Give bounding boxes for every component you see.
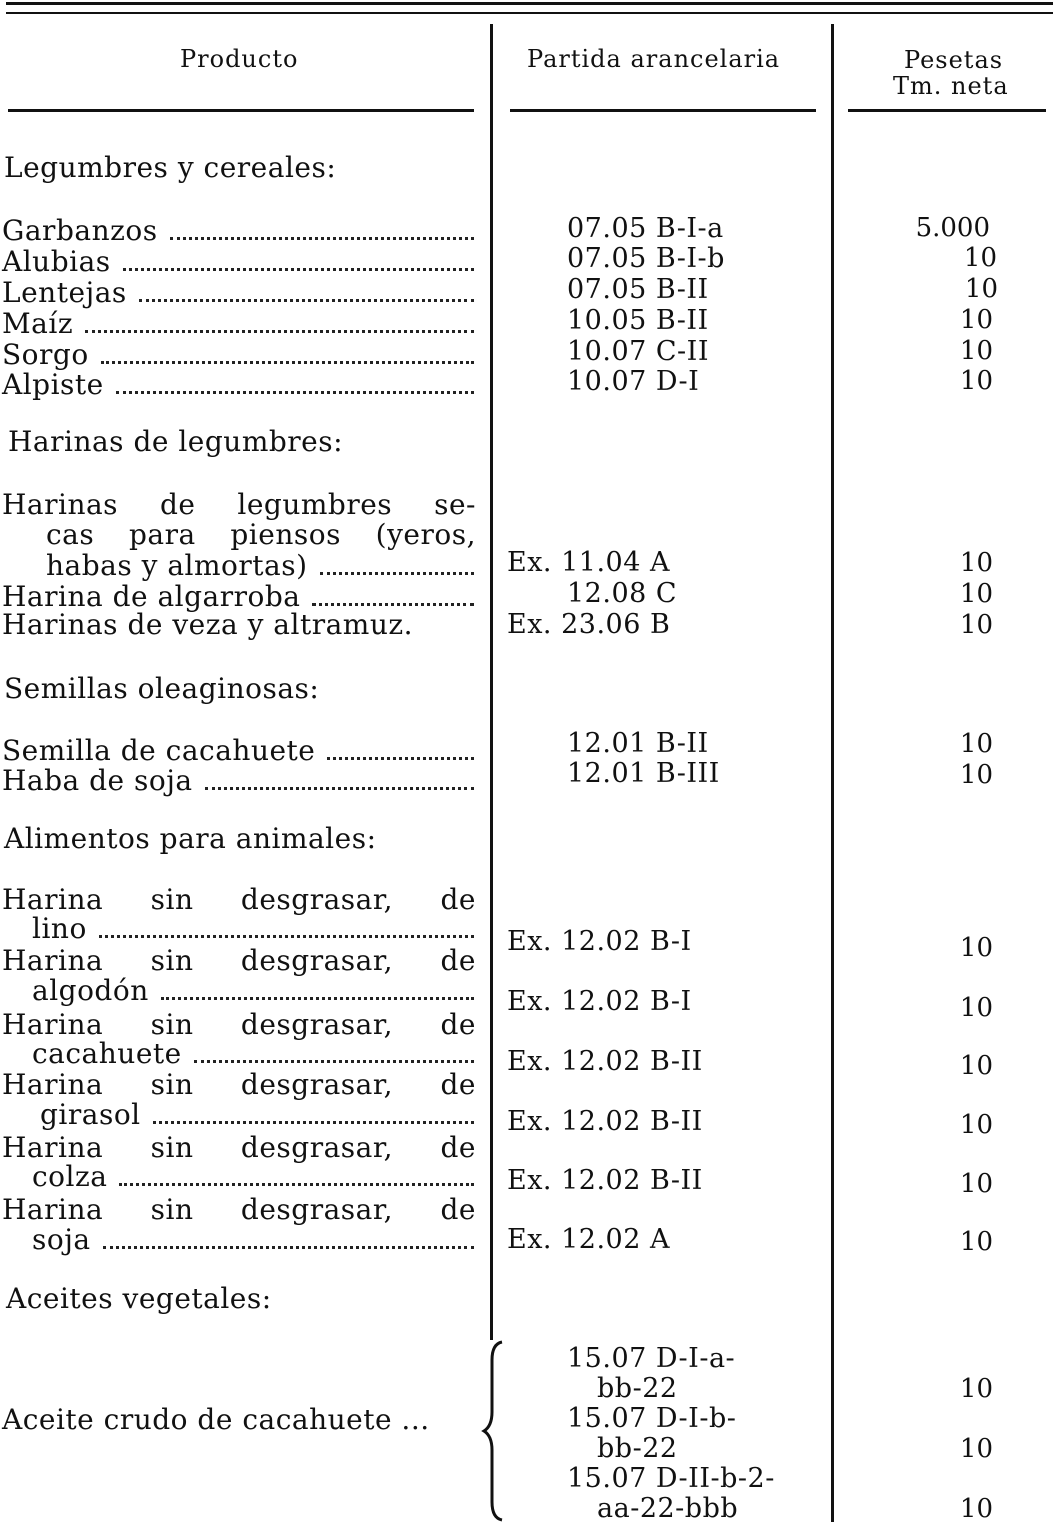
- partida-value: bb-22: [597, 1433, 678, 1464]
- partida-value: Ex. 12.02 B-II: [507, 1165, 703, 1196]
- header-partida: Partida arancelaria: [527, 45, 781, 73]
- dot-leader: [153, 1121, 474, 1124]
- product-name: lino: [32, 912, 87, 945]
- pesetas-value: 10: [959, 610, 993, 640]
- pesetas-value: 10: [963, 243, 997, 273]
- partida-value: 07.05 B-I-b: [567, 243, 725, 274]
- table-row: [32, 974, 476, 1006]
- table-row: [32, 1037, 476, 1069]
- product-name: algodón: [32, 974, 149, 1007]
- pesetas-value: 10: [959, 1110, 993, 1140]
- dot-leader: [170, 237, 474, 240]
- dot-leader: [139, 299, 474, 302]
- product-name: Alpiste: [2, 368, 104, 401]
- dot-leader: [103, 1246, 474, 1249]
- partida-value: 07.05 B-II: [567, 274, 709, 305]
- product-name: Haba de soja: [2, 764, 193, 797]
- product-name: cacahuete: [32, 1037, 182, 1070]
- pesetas-value: 10: [959, 366, 993, 396]
- product-line: Harina sin desgrasar, de: [2, 1193, 476, 1226]
- partida-value: 12.08 C: [567, 578, 678, 609]
- dot-leader: [116, 391, 474, 394]
- partida-value: aa-22-bbb: [597, 1493, 739, 1524]
- header-producto: Producto: [180, 45, 299, 73]
- table-row: [32, 1160, 476, 1192]
- product-name: Alubias: [2, 245, 111, 278]
- table-row: [2, 764, 476, 796]
- dot-leader: [194, 1060, 474, 1063]
- partida-value: 12.01 B-III: [567, 758, 720, 789]
- dot-leader: [119, 1183, 474, 1186]
- dot-leader: [123, 268, 474, 271]
- product-line: Harina sin desgrasar, de: [2, 883, 476, 916]
- pesetas-value: 10: [959, 1169, 993, 1199]
- product-name: colza: [32, 1160, 108, 1193]
- table-row: [32, 1223, 476, 1255]
- dot-leader: [101, 361, 474, 364]
- dot-leader: [161, 997, 474, 1000]
- top-rule-thick: [6, 2, 1053, 5]
- partida-value: 10.07 C-II: [567, 336, 709, 367]
- pesetas-value: 10: [964, 274, 998, 304]
- table-row: [32, 912, 476, 944]
- header-underline-partida: [510, 109, 816, 112]
- partida-value: 15.07 D-I-a-: [567, 1343, 736, 1374]
- product-name: Harina de algarroba: [2, 580, 301, 613]
- product-name: Garbanzos: [2, 214, 158, 247]
- partida-value: 10.07 D-I: [567, 366, 700, 397]
- product-name: Harinas de veza y altramuz.: [2, 608, 414, 641]
- partida-value: 15.07 D-I-b-: [567, 1403, 737, 1434]
- product-name: girasol: [40, 1098, 141, 1131]
- partida-value: 07.05 B-I-a: [567, 213, 724, 244]
- table-row: [46, 549, 476, 581]
- partida-value: bb-22: [597, 1373, 678, 1404]
- pesetas-value: 10: [959, 1051, 993, 1081]
- product-name: Maíz: [2, 307, 74, 340]
- pesetas-value: 10: [959, 1374, 993, 1404]
- partida-value: Ex. 12.02 B-I: [507, 926, 692, 957]
- header-pesetas-2: Tm. neta: [893, 72, 1009, 100]
- partida-value: Ex. 11.04 A: [507, 547, 670, 578]
- dot-leader: [312, 603, 474, 606]
- product-line: cas para piensos (yeros,: [46, 518, 476, 551]
- section-title: Aceites vegetales:: [6, 1282, 272, 1315]
- table-row: [2, 338, 476, 370]
- section-title: Harinas de legumbres:: [8, 425, 344, 458]
- partida-value: 12.01 B-II: [567, 728, 709, 759]
- pesetas-value: 10: [959, 579, 993, 609]
- brace-icon: [480, 1340, 510, 1522]
- partida-value: Ex. 12.02 B-II: [507, 1106, 703, 1137]
- section-title: Alimentos para animales:: [4, 822, 377, 855]
- partida-value: Ex. 12.02 A: [507, 1224, 670, 1255]
- partida-value: Ex. 12.02 B-I: [507, 986, 692, 1017]
- table-row: [2, 214, 476, 246]
- pesetas-value: 10: [959, 993, 993, 1023]
- table-row: [40, 1098, 476, 1130]
- pesetas-value: 10: [959, 1494, 993, 1524]
- partida-value: 15.07 D-II-b-2-: [567, 1463, 775, 1494]
- table-row: [2, 368, 476, 400]
- pesetas-value: 10: [959, 760, 993, 790]
- pesetas-value: 10: [959, 305, 993, 335]
- product-name: soja: [32, 1223, 91, 1256]
- product-line: Harina sin desgrasar, de: [2, 1131, 476, 1164]
- pesetas-value: 10: [959, 1434, 993, 1464]
- product-line: Harina sin desgrasar, de: [2, 1068, 476, 1101]
- table-row: [2, 276, 476, 308]
- header-underline-pesetas: [848, 109, 1046, 112]
- table-row: [2, 245, 476, 277]
- pesetas-value: 10: [959, 548, 993, 578]
- dot-leader: [327, 757, 474, 760]
- column-separator-2: [831, 24, 834, 1522]
- product-name: habas y almortas): [46, 549, 308, 582]
- dot-leader: [205, 787, 474, 790]
- pesetas-value: 10: [959, 933, 993, 963]
- product-name: Sorgo: [2, 338, 89, 371]
- product-line: Harinas de legumbres se-: [2, 488, 476, 521]
- top-rule-thin: [6, 12, 1053, 14]
- header-pesetas-1: Pesetas: [904, 46, 1004, 74]
- partida-value: Ex. 23.06 B: [507, 609, 671, 640]
- dot-leader: [85, 330, 474, 333]
- product-name: Semilla de cacahuete: [2, 734, 316, 767]
- header-underline-producto: [8, 109, 474, 112]
- dot-leader: [99, 935, 474, 938]
- table-row: [2, 734, 476, 766]
- partida-value: Ex. 12.02 B-II: [507, 1046, 703, 1077]
- table-row: [2, 307, 476, 339]
- partida-value: 10.05 B-II: [567, 305, 709, 336]
- section-title: Legumbres y cereales:: [4, 151, 337, 184]
- product-name: Aceite crudo de cacahuete ...: [2, 1403, 430, 1436]
- product-line: Harina sin desgrasar, de: [2, 1008, 476, 1041]
- dot-leader: [320, 572, 474, 575]
- pesetas-value: 10: [959, 336, 993, 366]
- pesetas-value: 10: [959, 729, 993, 759]
- column-separator-1: [490, 24, 493, 1340]
- pesetas-value: 10: [959, 1227, 993, 1257]
- product-name: Lentejas: [2, 276, 127, 309]
- product-line: Harina sin desgrasar, de: [2, 944, 476, 977]
- pesetas-value: 5.000: [915, 213, 990, 243]
- section-title: Semillas oleaginosas:: [4, 672, 320, 705]
